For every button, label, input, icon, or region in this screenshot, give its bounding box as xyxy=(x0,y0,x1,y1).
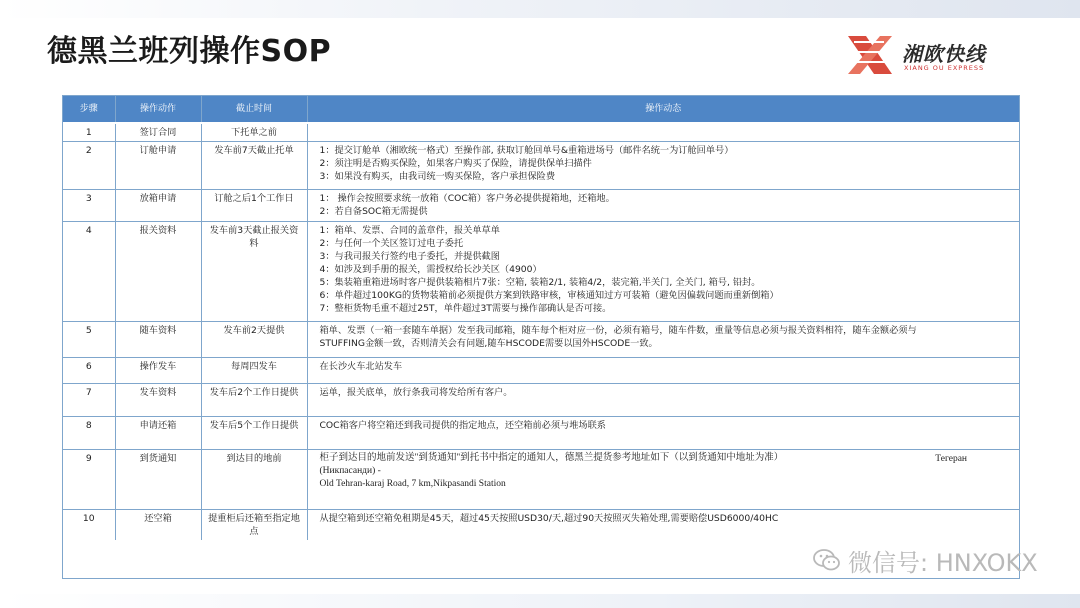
step-cell: 3 xyxy=(63,190,115,222)
table-row xyxy=(63,450,1019,510)
details-cell xyxy=(307,384,1019,417)
detail-line: 从提空箱到还空箱免租期是45天，超过45天按照USD30/天,超过90天按照灭失箱处理,需要赔偿USD6000/40HC xyxy=(319,513,779,524)
top-gradient-bar xyxy=(0,0,1080,18)
detail-line: 运单，报关底单，放行条我司将发给所有客户。 xyxy=(319,387,513,398)
action-cell: 操作发车 xyxy=(115,358,201,384)
table-row xyxy=(63,510,1019,541)
step-cell: 2 xyxy=(63,142,115,190)
detail-line: COC箱客户将空箱还到我司提供的指定地点，还空箱前必须与堆场联系 xyxy=(319,420,606,431)
header-deadline: 截止时间 xyxy=(201,96,307,123)
detail-line: 4：如涉及到手册的报关，需授权给长沙关区（4900） xyxy=(319,264,542,275)
detail-line: (Никпасанди) - xyxy=(319,466,381,476)
detail-line: STUFFING金额一致，否则清关会有问题,随车HSCODE需要以国外HSCODE一致。 xyxy=(319,338,658,349)
detail-line: Old Tehran-karaj Road, 7 km,Nikpasandi Station xyxy=(319,479,506,489)
bottom-gradient-bar xyxy=(0,594,1080,608)
header-action: 操作动作 xyxy=(115,96,201,123)
step-cell: 7 xyxy=(63,384,115,417)
details-cell xyxy=(307,358,1019,384)
step-cell: 9 xyxy=(63,450,115,510)
detail-line: 3：如果没有购买，由我司统一购买保险，客户承担保险费 xyxy=(319,171,556,182)
deadline-cell: 发车后5个工作日提供 xyxy=(201,417,307,450)
detail-line: 1：箱单、发票、合同的盖章件，报关单草单 xyxy=(319,225,500,236)
logo-text: 湘欧快线 xyxy=(902,42,986,66)
action-cell: 发车资料 xyxy=(115,384,201,417)
deadline-cell: 发车前3天截止报关资料 xyxy=(201,222,307,322)
deadline-cell: 发车前2天提供 xyxy=(201,322,307,358)
detail-line: 2：若自备SOC箱无需提供 xyxy=(319,206,428,217)
sop-table-container xyxy=(62,95,1020,579)
table-row xyxy=(63,322,1019,358)
detail-line: 1：提交订舱单（湘欧统一格式）至操作部, 获取订舱回单号&重箱进场号（邮件名统一为订舱回单号） xyxy=(319,145,734,156)
action-cell: 报关资料 xyxy=(115,222,201,322)
detail-line: 2：须注明是否购买保险，如果客户购买了保险，请提供保单扫描件 xyxy=(319,158,592,169)
table-row xyxy=(63,384,1019,417)
action-cell: 放箱申请 xyxy=(115,190,201,222)
wechat-watermark xyxy=(812,543,1038,577)
detail-line: 6：单件超过100KG的货物装箱前必须提供方案到铁路审核，审核通知过方可装箱（避免因偏载问题而重新倒箱） xyxy=(319,290,779,301)
details-cell xyxy=(307,417,1019,450)
watermark-text: 微信号: HNXOKX xyxy=(848,548,1038,577)
action-cell: 订舱申请 xyxy=(115,142,201,190)
detail-line: 柜子到达目的地前发送"到货通知"到托书中指定的通知人，德黑兰提货参考地址如下（以到货通知中地址为准） xyxy=(319,453,784,463)
sop-table xyxy=(63,96,1019,540)
table-row xyxy=(63,142,1019,190)
action-cell: 到货通知 xyxy=(115,450,201,510)
header-details: 操作动态 xyxy=(307,96,1019,123)
table-row xyxy=(63,222,1019,322)
deadline-cell: 到达目的地前 xyxy=(201,450,307,510)
table-row xyxy=(63,123,1019,142)
table-header-row xyxy=(63,96,1019,123)
deadline-cell: 每周四发车 xyxy=(201,358,307,384)
city-label: Тегеран xyxy=(935,454,967,464)
detail-line: 5：集装箱重箱进场时客户提供装箱相片7张：空箱, 装箱2/1, 装箱4/2，装完箱,半关门, 全关门, 箱号, 铅封。 xyxy=(319,277,761,288)
deadline-cell: 提重柜后还箱至指定地点 xyxy=(201,510,307,541)
action-cell: 申请还箱 xyxy=(115,417,201,450)
action-cell: 签订合同 xyxy=(115,123,201,142)
details-cell xyxy=(307,322,1019,358)
table-row xyxy=(63,190,1019,222)
details-cell xyxy=(307,190,1019,222)
deadline-cell: 发车前7天截止托单 xyxy=(201,142,307,190)
detail-line: 1： 操作会按照要求统一放箱（COC箱）客户务必提供提箱地，还箱地。 xyxy=(319,193,615,204)
table-row xyxy=(63,417,1019,450)
details-cell xyxy=(307,142,1019,190)
step-cell: 5 xyxy=(63,322,115,358)
detail-line: 7：整柜货物毛重不超过25T，单件超过3T需要与操作部确认是否可接。 xyxy=(319,303,612,314)
table-row xyxy=(63,358,1019,384)
details-cell xyxy=(307,222,1019,322)
detail-line: 2：与任何一个关区签订过电子委托 xyxy=(319,238,464,249)
action-cell: 随车资料 xyxy=(115,322,201,358)
page-title: 德黑兰班列操作SOP xyxy=(47,34,332,69)
detail-line: 箱单、发票（一箱一套随车单据）发至我司邮箱，随车每个柜对应一份，必须有箱号，随车件数，重量等信息必须与报关资料相符，随车金额必须与 xyxy=(319,325,917,336)
wechat-icon xyxy=(812,547,842,573)
deadline-cell: 下托单之前 xyxy=(201,123,307,142)
detail-line: 在长沙火车北站发车 xyxy=(319,361,403,372)
step-cell: 4 xyxy=(63,222,115,322)
step-cell: 1 xyxy=(63,123,115,142)
detail-line: 3：与我司报关行签约电子委托，并提供截图 xyxy=(319,251,500,262)
deadline-cell: 发车后2个工作日提供 xyxy=(201,384,307,417)
header-step: 步骤 xyxy=(63,96,115,123)
logo-subtext: XIANG OU EXPRESS xyxy=(904,64,985,72)
details-cell xyxy=(307,510,1019,541)
action-cell: 还空箱 xyxy=(115,510,201,541)
step-cell: 10 xyxy=(63,510,115,541)
details-cell xyxy=(307,123,1019,142)
logo xyxy=(844,28,1014,84)
logo-mark-icon xyxy=(844,30,896,80)
step-cell: 8 xyxy=(63,417,115,450)
step-cell: 6 xyxy=(63,358,115,384)
deadline-cell: 订舱之后1个工作日 xyxy=(201,190,307,222)
details-cell xyxy=(307,450,1019,510)
